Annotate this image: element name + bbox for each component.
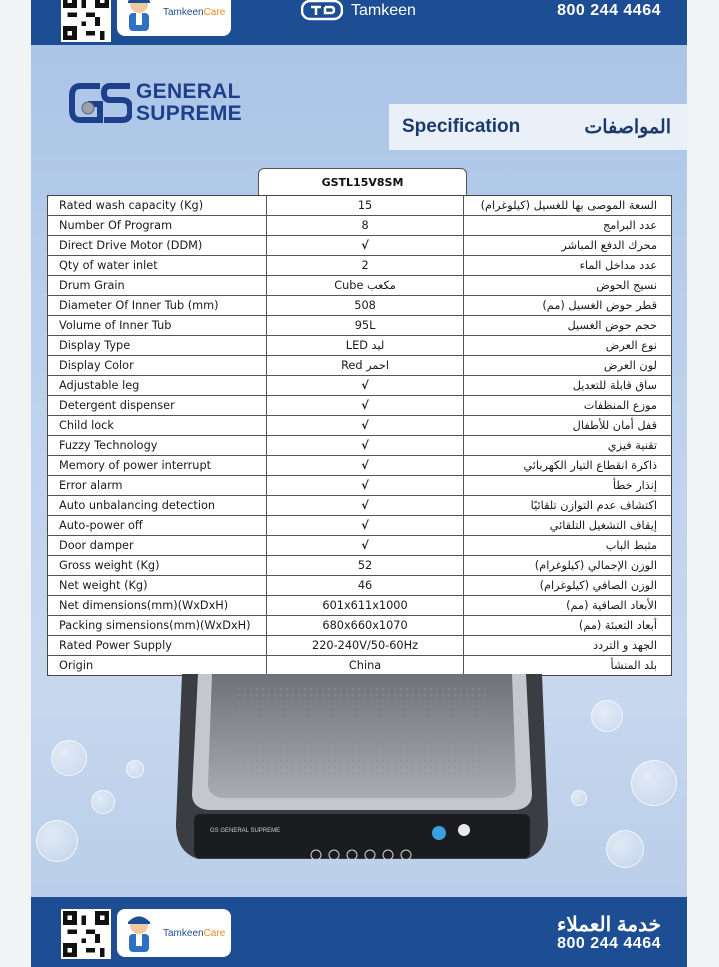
- spec-label-en: Number Of Program: [48, 216, 267, 236]
- spec-label-en: Packing simensions(mm)(WxDxH): [48, 616, 267, 636]
- spec-label-ar: موزع المنظفات: [463, 396, 671, 416]
- spec-label-ar: مثبط الباب: [463, 536, 671, 556]
- spec-row: [48, 416, 672, 436]
- spec-header: [389, 104, 687, 150]
- spec-label-en: Auto unbalancing detection: [48, 496, 267, 516]
- spec-label-en: Gross weight (Kg): [48, 556, 267, 576]
- spec-label-en: Diameter Of Inner Tub (mm): [48, 296, 267, 316]
- spec-value: 95L: [267, 316, 464, 336]
- spec-label-en: Error alarm: [48, 476, 267, 496]
- brand-line-2: SUPREME: [136, 102, 242, 125]
- spec-row: [48, 276, 672, 296]
- spec-row: [48, 476, 672, 496]
- spec-label-ar: نوع العرض: [463, 336, 671, 356]
- spec-row: [48, 496, 672, 516]
- bubble-decoration: [571, 790, 587, 806]
- spec-row: [48, 616, 672, 636]
- care-brand-text: [163, 7, 225, 18]
- spec-row: [48, 316, 672, 336]
- spec-value: √: [267, 456, 464, 476]
- care-brand-accent: Care: [203, 927, 226, 939]
- spec-label-en: Memory of power interrupt: [48, 456, 267, 476]
- spec-label-ar: الوزن الصافي (كيلوغرام): [463, 576, 671, 596]
- bottom-band: [31, 897, 687, 967]
- spec-label-ar: إيقاف التشغيل التلقائي: [463, 516, 671, 536]
- spec-label-en: Direct Drive Motor (DDM): [48, 236, 267, 256]
- spec-label-ar: أبعاد التعبئة (مم): [463, 616, 671, 636]
- spec-label-ar: ساق قابلة للتعديل: [463, 376, 671, 396]
- spec-label-en: Drum Grain: [48, 276, 267, 296]
- spec-row: [48, 256, 672, 276]
- top-band: [31, 0, 687, 45]
- spec-label-en: Child lock: [48, 416, 267, 436]
- spec-label-ar: عدد البرامج: [463, 216, 671, 236]
- spec-row: [48, 236, 672, 256]
- spec-row: [48, 456, 672, 476]
- spec-label-en: Net dimensions(mm)(WxDxH): [48, 596, 267, 616]
- spec-label-ar: ذاكرة انقطاع التيار الكهربائي: [463, 456, 671, 476]
- spec-row: [48, 556, 672, 576]
- spec-row: [48, 536, 672, 556]
- spec-value: China: [267, 656, 464, 676]
- svg-text:GS GENERAL SUPREME: GS GENERAL SUPREME: [210, 828, 281, 834]
- hotline-number: 800 244 4464: [557, 2, 661, 19]
- care-brand-name: Tamkeen: [163, 6, 204, 18]
- bubble-decoration: [631, 760, 677, 806]
- spec-header-ar: المواصفات: [584, 116, 671, 138]
- customer-service: [557, 915, 661, 953]
- spec-row: [48, 296, 672, 316]
- model-number: GSTL15V8SM: [258, 168, 467, 195]
- mascot-icon: [119, 0, 159, 34]
- spec-label-en: Fuzzy Technology: [48, 436, 267, 456]
- gs-emblem-icon: [68, 80, 132, 126]
- spec-label-en: Display Type: [48, 336, 267, 356]
- spec-label-en: Detergent dispenser: [48, 396, 267, 416]
- brand-line-1: GENERAL: [136, 80, 241, 103]
- spec-label-ar: تقنية فيزي: [463, 436, 671, 456]
- spec-value: 46: [267, 576, 464, 596]
- mascot-icon: [119, 911, 159, 955]
- spec-row: [48, 516, 672, 536]
- spec-sheet: [31, 0, 687, 967]
- tamkeen-logo: [301, 0, 416, 22]
- spec-label-ar: قفل أمان للأطفال: [463, 416, 671, 436]
- spec-label-ar: بلد المنشأ: [610, 659, 657, 672]
- spec-row: [48, 596, 672, 616]
- spec-value: 8: [267, 216, 464, 236]
- spec-label-ar: حجم حوض الغسيل: [463, 316, 671, 336]
- spec-label-en: Qty of water inlet: [48, 256, 267, 276]
- spec-value: √: [267, 496, 464, 516]
- spec-row: [48, 376, 672, 396]
- spec-value: √: [267, 516, 464, 536]
- bubble-decoration: [51, 740, 87, 776]
- spec-label-en: Net weight (Kg): [48, 576, 267, 596]
- hotline-number: 800 244 4464: [557, 935, 661, 952]
- spec-row: [48, 436, 672, 456]
- spec-label-ar: الوزن الإجمالي (كيلوغرام): [463, 556, 671, 576]
- spec-value: 52: [267, 556, 464, 576]
- top-hotline: [557, 2, 661, 20]
- bubble-decoration: [606, 830, 644, 868]
- spec-label-ar: محرك الدفع المباشر: [463, 236, 671, 256]
- spec-header-en: Specification: [402, 116, 521, 137]
- spec-value: 601x611x1000: [267, 596, 464, 616]
- spec-label-ar: لون العرض: [463, 356, 671, 376]
- spec-table: [47, 195, 672, 676]
- spec-label-en: Door damper: [48, 536, 267, 556]
- bubble-decoration: [91, 790, 115, 814]
- spec-label-ar: السعة الموصى بها للغسيل (كيلوغرام): [463, 196, 671, 216]
- spec-label-en: Rated wash capacity (Kg): [48, 196, 267, 216]
- spec-row: [48, 196, 672, 216]
- spec-label-en: Origin: [48, 656, 267, 676]
- spec-label-ar: إنذار خطأ: [463, 476, 671, 496]
- care-brand-text: [163, 928, 225, 939]
- spec-row: [48, 396, 672, 416]
- spec-row: [48, 336, 672, 356]
- spec-value: √: [267, 236, 464, 256]
- tamkeen-emblem-icon: [301, 0, 343, 22]
- spec-row: [48, 216, 672, 236]
- spec-label-ar: قطر حوض الغسيل (مم): [463, 296, 671, 316]
- spec-label-ar: اكتشاف عدم التوازن تلقائيًا: [463, 496, 671, 516]
- spec-value: 2: [267, 256, 464, 276]
- spec-value: √: [267, 476, 464, 496]
- spec-label-ar: عدد مداخل الماء: [463, 256, 671, 276]
- general-supreme-logo: [68, 80, 242, 126]
- qr-code-icon: [61, 909, 111, 959]
- spec-label-ar: الأبعاد الصافية (مم): [463, 596, 671, 616]
- bubble-decoration: [591, 700, 623, 732]
- spec-value: 15: [267, 196, 464, 216]
- spec-value: √: [267, 396, 464, 416]
- spec-value: Cube مكعب: [267, 276, 464, 296]
- spec-label-en: Display Color: [48, 356, 267, 376]
- spec-label-ar: نسيج الحوض: [463, 276, 671, 296]
- tamkeen-logo-text: Tamkeen: [351, 2, 416, 19]
- spec-value: 508: [267, 296, 464, 316]
- spec-row: [48, 356, 672, 376]
- care-brand-name: Tamkeen: [163, 927, 204, 939]
- spec-row: [48, 656, 672, 676]
- spec-label-en: Adjustable leg: [48, 376, 267, 396]
- spec-label-en: Auto-power off: [48, 516, 267, 536]
- bubble-decoration: [36, 820, 78, 862]
- spec-value: √: [267, 376, 464, 396]
- tamkeen-care-logo: [117, 909, 231, 957]
- qr-code-icon: [61, 0, 111, 42]
- washing-machine-image: [176, 674, 548, 869]
- tamkeen-care-logo: [117, 0, 231, 36]
- spec-value: 220-240V/50-60Hz: [267, 636, 464, 656]
- spec-value: Red احمر: [267, 356, 464, 376]
- care-brand-accent: Care: [203, 6, 226, 18]
- spec-label-ar: الجهد و التردد: [463, 636, 671, 656]
- spec-value: LED ليد: [267, 336, 464, 356]
- spec-row: [48, 576, 672, 596]
- spec-label-en: Rated Power Supply: [48, 636, 267, 656]
- spec-label-en: Volume of Inner Tub: [48, 316, 267, 336]
- spec-value: √: [267, 436, 464, 456]
- customer-service-label: خدمة العملاء: [556, 914, 661, 936]
- spec-value: √: [267, 416, 464, 436]
- spec-value: 680x660x1070: [267, 616, 464, 636]
- spec-row: [48, 636, 672, 656]
- bubble-decoration: [126, 760, 144, 778]
- spec-value: √: [267, 536, 464, 556]
